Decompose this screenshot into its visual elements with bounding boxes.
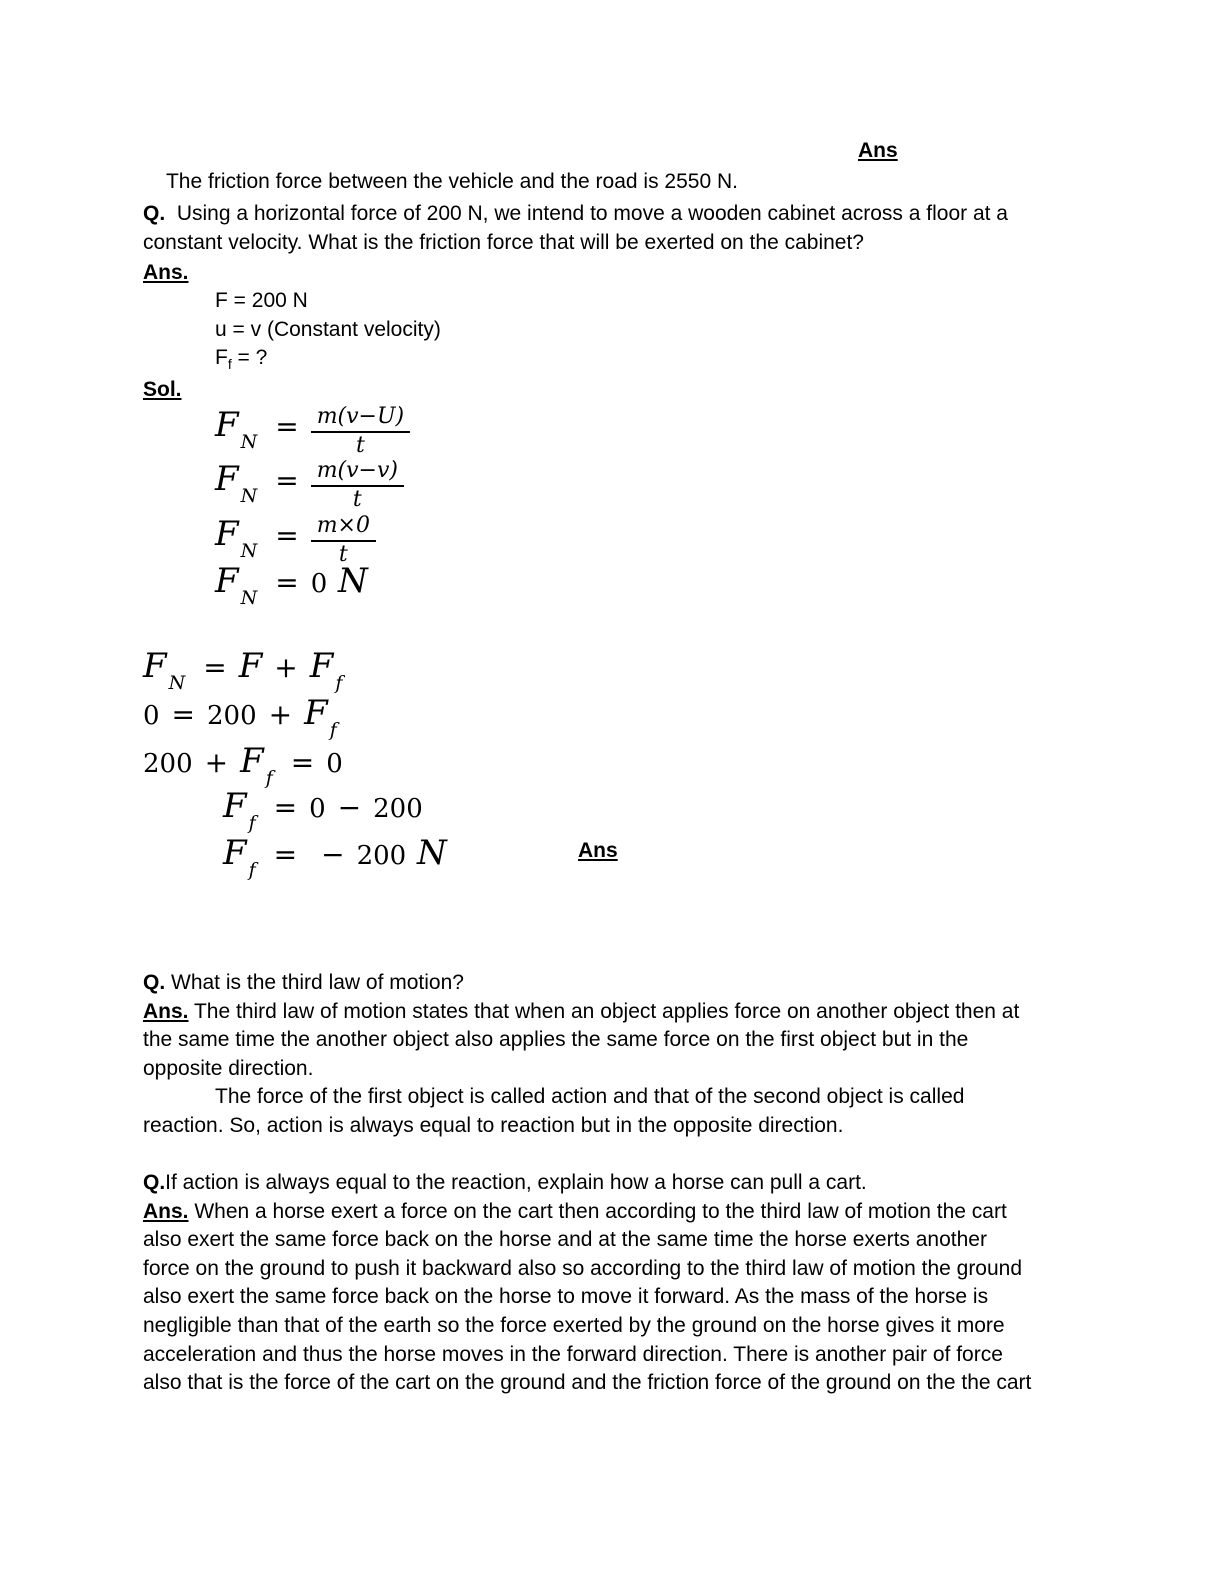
text-line: reaction. So, action is always equal to reaction but in the opposite direction.: [143, 1113, 844, 1137]
text-line: the same time the another object also applies the same force on the first object but in the: [143, 1028, 969, 1052]
sol-label: [143, 376, 182, 405]
answer-label-cabinet: [143, 259, 189, 288]
text-line: $F_f$ = ?: [215, 346, 268, 373]
text-line: negligible than that of the earth so the force exerted by the ground on the horse gives it more: [143, 1313, 1005, 1337]
equation-sol-1: F $_N$ = F + F $_f$: [143, 646, 343, 694]
text-line: acceleration and thus the horse moves in the forward direction. There is another pair of force: [143, 1342, 1003, 1366]
equation-sol-5: F $_f$ = − 200 N: [223, 833, 447, 881]
text-line: F = 200 N: [215, 289, 308, 312]
equation-fn-4: F $_N$ = 0 N: [215, 561, 368, 609]
text-line: Ans. The third law of motion states that when an object applies force on another object then at: [143, 999, 1020, 1023]
equation-fn-1: F $_N$ = $\frac{m(v-U)}{t}$: [215, 404, 410, 459]
intro-text: The friction force between the vehicle and the road is 2550 N.: [165, 169, 738, 193]
question-cabinet: [143, 200, 1008, 257]
text-line: Q. Using a horizontal force of 200 N, we intend to move a wooden cabinet across a floor at a: [143, 202, 1008, 225]
equation-fn-3: F $_N$ = $\frac{m\times 0}{t}$: [215, 513, 376, 568]
text-line: also exert the same force back on the horse and at the same time the horse exerts another: [143, 1228, 987, 1252]
ans-label-top: Ans: [858, 139, 898, 162]
text-line: also exert the same force back on the horse to move it forward. As the mass of the horse is: [143, 1285, 989, 1309]
text-line: constant velocity. What is the friction force that will be exerted on the cabinet?: [143, 230, 864, 254]
given-values: [215, 287, 441, 373]
text-line: Sol.: [143, 378, 182, 401]
equation-fn-2: F $_N$ = $\frac{m(v-v)}{t}$: [215, 458, 404, 513]
text-line: Ans.: [143, 261, 189, 284]
ans-label-solution: Ans: [578, 839, 618, 862]
equation-sol-2: 0 = 200 + F $_f$: [143, 693, 337, 741]
text-line: force on the ground to push it backward also so according to the third law of motion the ground: [143, 1256, 1023, 1280]
text-line: Q. What is the third law of motion?: [143, 971, 464, 994]
question-third-law: [143, 969, 1019, 1141]
text-line: The force of the first object is called action and that of the second object is called: [215, 1085, 965, 1109]
text-line: opposite direction.: [143, 1056, 314, 1080]
fraction: $\frac{m(v-v)}{t}$: [311, 458, 404, 513]
equation-sol-3: 200 + F $_f$ = 0: [143, 741, 343, 789]
text-line: also that is the force of the cart on the ground and the friction force of the ground on the the cart: [143, 1371, 1032, 1395]
question-horse-cart: [143, 1169, 1031, 1398]
fraction: $\frac{m\times 0}{t}$: [311, 513, 376, 568]
equation-sol-4: F $_f$ = 0 − 200: [223, 786, 423, 834]
fraction: $\frac{m(v-U)}{t}$: [311, 404, 410, 459]
text-line: Ans. When a horse exert a force on the cart then according to the third law of motion the cart: [143, 1199, 1007, 1223]
text-line: u = v (Constant velocity): [215, 317, 441, 341]
text-line: Q.If action is always equal to the reaction, explain how a horse can pull a cart.: [143, 1171, 867, 1194]
